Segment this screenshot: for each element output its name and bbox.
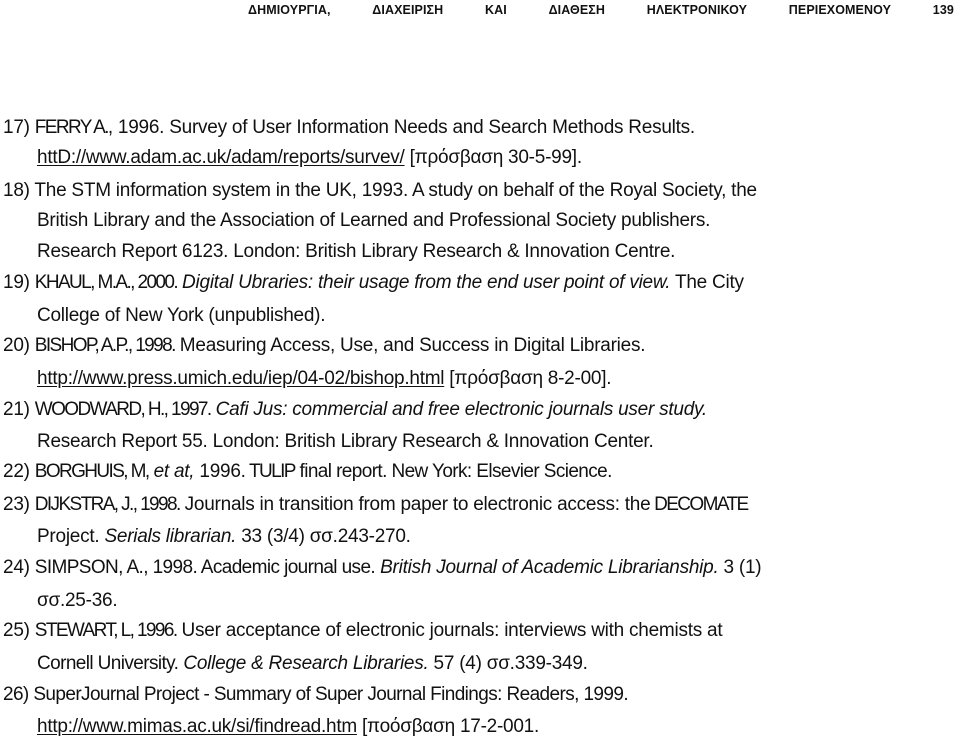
ref-title: Journals in transition from paper to electronic access: the [179,494,651,515]
reference-17-cont [37,146,582,170]
ref-author: DIJKSTRA, J., 1998. [34,494,180,515]
ref-access-date: [πρόσβαση 8-2-00]. [444,368,612,389]
ref-etal: et at, [148,461,195,482]
reference-21-cont: Research Report 55. London: British Library Research & Innovation Center. [37,431,654,452]
reference-19-cont: College of New York (unpublished). [37,305,326,326]
ref-title: Cafi Jus: commercial and free electronic journals user study. [210,399,707,420]
ref-institution: Cornell University. [37,653,179,674]
header-word: ΠΕΡΙΕΧΟΜΕΝΟΥ [788,3,892,17]
ref-author: WOODWARD, H., 1997. [34,399,211,420]
reference-17 [3,116,695,140]
ref-tulip: TULIP [245,461,295,482]
ref-title: Survey of User Information Needs and Search Methods Results. [164,117,695,138]
ref-author: BORGHUIS, M, [34,461,149,482]
reference-19 [3,271,744,295]
ref-author: BISHOP, A.P., 1998. [34,335,175,356]
ref-author: KHAUL, M.A., 2000. [34,272,178,293]
reference-24 [3,556,761,580]
ref-number: 19) [3,272,30,293]
reference-23 [3,493,748,517]
ref-journal: Serials librarian. [99,526,237,547]
ref-number: 21) [3,399,30,420]
header-word: ΔΙΑΘΕΣΗ [548,3,605,17]
page-number: 139 [932,3,954,17]
ref-author: SIMPSON, A., 1998. [34,557,198,578]
ref-number: 17) [3,117,30,138]
ref-rest: final report. New York: Elsevier Science. [294,461,612,482]
reference-26: 26) SuperJournal Project - Summary of Super Journal Findings: Readers, 1999. [3,684,629,705]
ref-access-date: [πρόσβαση 30-5-99]. [404,147,582,168]
reference-25 [3,619,722,643]
ref-url-link[interactable]: http://www.mimas.ac.uk/si/findread.htm [37,716,357,737]
reference-25-cont [37,652,588,676]
ref-title: User acceptance of electronic journals: interviews with chemists at [176,620,723,641]
header-word: ΚΑΙ [485,3,507,17]
ref-project: Project. [37,526,100,547]
ref-url-link[interactable]: httD://www.adam.ac.uk/adam/reports/survev/ [37,147,405,168]
header-word: ΔΙΑΧΕΙΡΙΣΗ [372,3,444,17]
ref-access-date: [ποόσβαση 17-2-001. [356,716,540,737]
ref-pages: 33 (3/4) σσ.243-270. [236,526,411,547]
ref-number: 24) [3,557,30,578]
reference-18: 18) The STM information system in the UK, 1993. A study on behalf of the Royal Society, the [3,180,757,201]
ref-decomate: DECOMATE [650,494,748,515]
reference-18-cont: Research Report 6123. London: British Library Research & Innovation Centre. [37,241,676,262]
header-word: ΗΛΕΚΤΡΟΝΙΚΟΥ [646,3,748,17]
ref-title: Measuring Access, Use, and Success in Digital Libraries. [174,335,646,356]
running-header [248,0,954,20]
reference-22 [3,460,612,484]
ref-number: 23) [3,494,30,515]
ref-journal: College & Research Libraries. [178,653,429,674]
ref-year: , 1996. [107,117,165,138]
reference-21 [3,398,707,422]
reference-20-cont [37,367,611,391]
ref-title: Digital Ubraries: their usage from the end user point of view. [177,272,671,293]
ref-author: FERRY A. [34,117,108,138]
reference-26-cont [37,715,539,739]
ref-volume: 3 (1) [718,557,762,578]
ref-number: 22) [3,461,30,482]
ref-author: STEWART, L, 1996. [34,620,177,641]
ref-number: 25) [3,620,30,641]
header-word: ΔΗΜΙΟΥΡΓΙΑ, [248,3,331,17]
ref-pages: 57 (4) σσ.339-349. [428,653,588,674]
reference-20 [3,334,645,358]
ref-title: Academic journal use. [197,557,376,578]
ref-number: 20) [3,335,30,356]
reference-24-cont: σσ.25-36. [37,590,118,611]
ref-tail: The City [670,272,744,293]
reference-18-cont: British Library and the Association of Learned and Professional Society publishers. [37,210,711,231]
ref-year: 1996. [194,461,246,482]
ref-url-link[interactable]: http://www.press.umich.edu/iep/04-02/bishop.html [37,368,445,389]
reference-23-cont [37,525,411,549]
ref-journal: British Journal of Academic Librarianship. [375,557,719,578]
